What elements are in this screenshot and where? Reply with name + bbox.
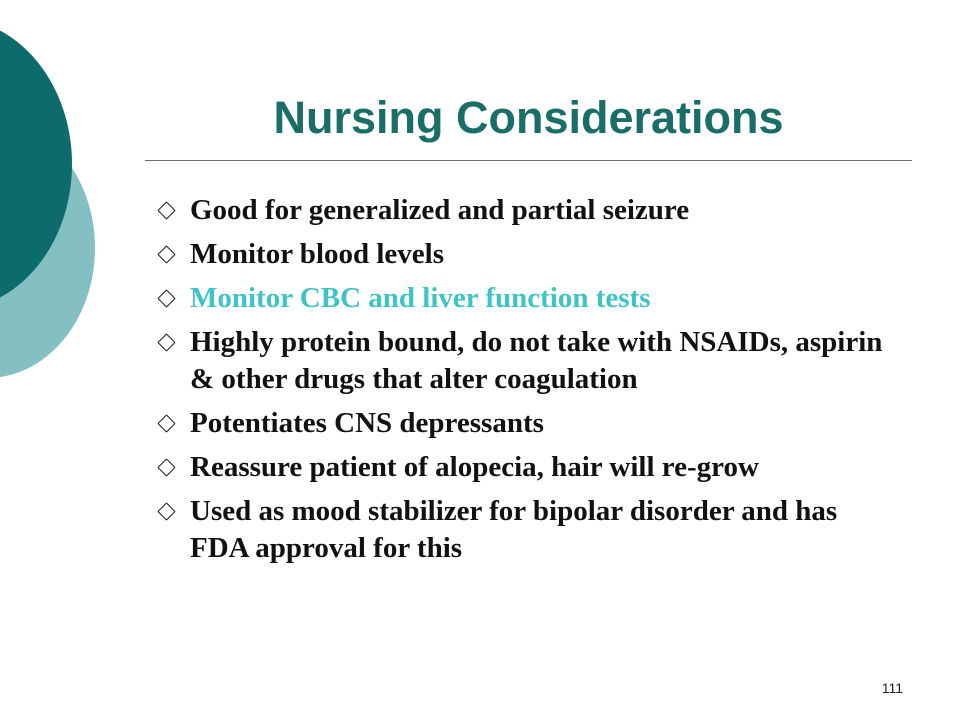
bullet-text: Potentiates CNS depressants <box>190 407 544 439</box>
hollow-diamond-icon <box>157 414 175 432</box>
hollow-diamond-icon <box>157 289 175 307</box>
bullet-text: Monitor CBC and liver function tests <box>190 282 651 314</box>
bullet-item <box>160 236 900 273</box>
bullet-text: Reassure patient of alopecia, hair will re-grow <box>190 451 759 483</box>
bullet-item <box>160 449 900 486</box>
hollow-diamond-icon <box>157 458 175 476</box>
bullet-text: Highly protein bound, do not take with NSAIDs, aspirin & other drugs that alter coagulation <box>190 326 883 395</box>
hollow-diamond-icon <box>157 201 175 219</box>
bullet-item <box>160 493 900 567</box>
bullet-item-highlighted <box>160 280 900 317</box>
hollow-diamond-icon <box>157 333 175 351</box>
bullet-item <box>160 192 900 229</box>
hollow-diamond-icon <box>157 245 175 263</box>
hollow-diamond-icon <box>157 502 175 520</box>
bullet-text: Good for generalized and partial seizure <box>190 194 690 226</box>
bullet-item <box>160 324 900 398</box>
slide-title: Nursing Considerations <box>273 92 784 143</box>
bullet-list <box>160 192 900 574</box>
bullet-text: Used as mood stabilizer for bipolar disorder and has FDA approval for this <box>190 495 838 564</box>
bullet-item <box>160 405 900 442</box>
title-divider <box>145 160 912 161</box>
bullet-text: Monitor blood levels <box>190 238 445 270</box>
page-number: 111 <box>881 680 903 696</box>
